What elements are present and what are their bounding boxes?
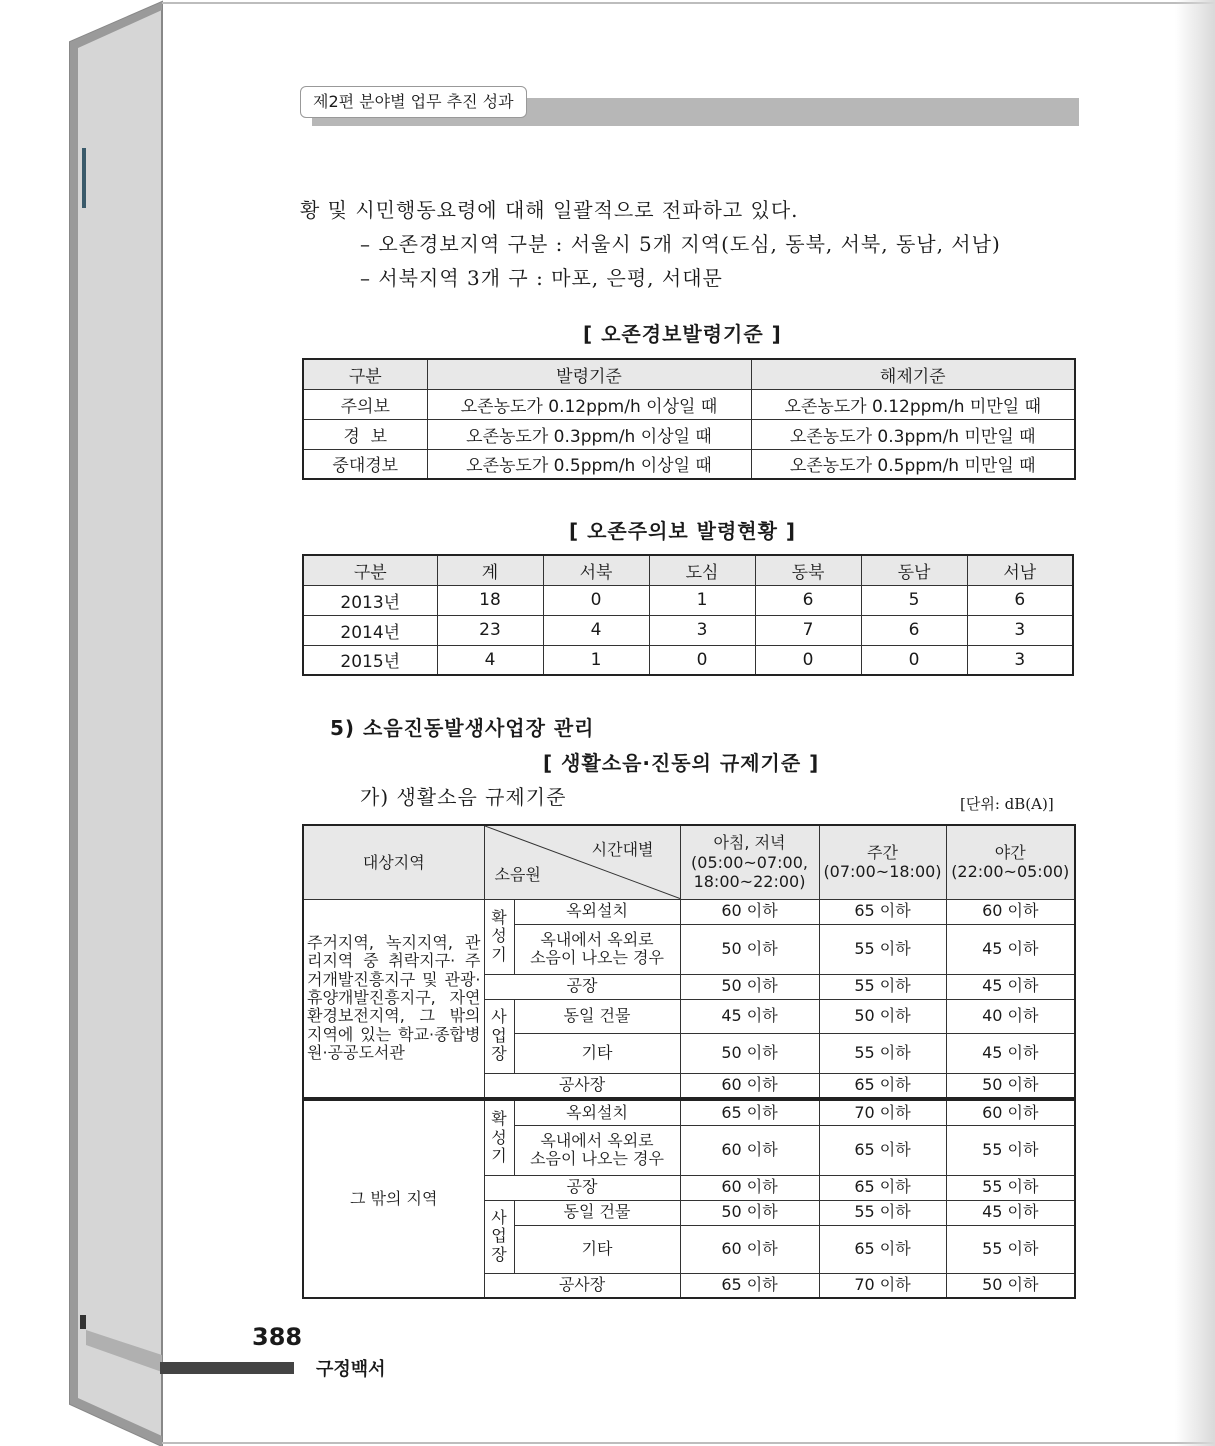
group-char: 업: [491, 1025, 507, 1045]
noise-regulation-table-area2: [302, 1099, 1076, 1299]
value-cell: 65 이하: [819, 1073, 946, 1098]
value-cell: 60 이하: [680, 1175, 819, 1200]
value-cell: 60 이하: [946, 899, 1075, 924]
group-speaker: [484, 899, 514, 974]
value-cell: 45 이하: [946, 1033, 1075, 1073]
value-cell: 65 이하: [680, 1100, 819, 1125]
group-char: 기: [491, 944, 507, 964]
value-cell: 55 이하: [819, 974, 946, 999]
table2-cell: 18: [437, 585, 543, 615]
table2-cell: 0: [543, 585, 649, 615]
value-cell: 50 이하: [946, 1073, 1075, 1098]
value-cell: 65 이하: [819, 1175, 946, 1200]
unit-label: [단위: dB(A)]: [960, 795, 1054, 813]
intro-line-1: 황 및 시민행동요령에 대해 일괄적으로 전파하고 있다.: [300, 198, 799, 222]
value-cell: 45 이하: [680, 999, 819, 1033]
table1-caption: [ 오존경보발령기준 ]: [583, 322, 782, 346]
table1-cell: 오존농도가 0.5ppm/h 이상일 때: [427, 449, 751, 479]
table1-cell: 오존농도가 0.3ppm/h 미만일 때: [751, 419, 1075, 449]
area2-label: 그 밖의 지역: [303, 1100, 484, 1298]
header-nighttime: [946, 825, 1075, 899]
value-cell: 50 이하: [680, 1200, 819, 1225]
ozone-advisory-status-table: [302, 554, 1074, 676]
source-same-building: 동일 건물: [514, 999, 680, 1033]
page-number: 388: [252, 1323, 303, 1351]
value-cell: 50 이하: [680, 924, 819, 974]
table1-header: 발령기준: [427, 359, 751, 389]
footer-bar: [160, 1362, 294, 1374]
table2-header: 도심: [649, 555, 755, 585]
value-cell: 65 이하: [819, 899, 946, 924]
book-spine: [0, 0, 170, 1446]
group-char: 확: [491, 1109, 507, 1129]
group-char: 업: [491, 1226, 507, 1246]
table3-subtitle: 가) 생활소음 규제기준: [360, 785, 567, 809]
source-other: 기타: [514, 1225, 680, 1273]
table2-header: 계: [437, 555, 543, 585]
header-morning-line: 아침, 저녁: [713, 833, 786, 853]
source-other: 기타: [514, 1033, 680, 1073]
table2-cell: 6: [755, 585, 861, 615]
value-cell: 55 이하: [819, 1033, 946, 1073]
page-shadow: [1175, 0, 1215, 1446]
header-morning-evening: [680, 825, 819, 899]
header-night-line: 야간: [994, 843, 1026, 863]
group-speaker: [484, 1100, 514, 1175]
group-char: 장: [491, 1044, 507, 1064]
value-cell: 60 이하: [680, 1225, 819, 1273]
group-char: 확: [491, 907, 507, 927]
table2-cell: 6: [967, 585, 1073, 615]
group-business: [484, 999, 514, 1073]
table1-cell: 오존농도가 0.5ppm/h 미만일 때: [751, 449, 1075, 479]
table2-caption: [ 오존주의보 발령현황 ]: [569, 519, 797, 543]
header-morning-line: (05:00~07:00,: [691, 852, 808, 872]
value-cell: 45 이하: [946, 1200, 1075, 1225]
table2-cell: 2015년: [303, 645, 437, 675]
group-char: 성: [491, 926, 507, 946]
source-outdoor: 옥외설치: [514, 1100, 680, 1125]
value-cell: 70 이하: [819, 1273, 946, 1298]
group-char: 사: [491, 1007, 507, 1027]
value-cell: 60 이하: [946, 1100, 1075, 1125]
table2-cell: 0: [755, 645, 861, 675]
value-cell: 55 이하: [819, 924, 946, 974]
header-day-line: (07:00~18:00): [823, 862, 942, 882]
value-cell: 50 이하: [819, 999, 946, 1033]
table1-cell: 경 보: [303, 419, 427, 449]
value-cell: 60 이하: [680, 1125, 819, 1175]
table2-cell: 4: [543, 615, 649, 645]
table2-cell: 0: [861, 645, 967, 675]
table2-cell: 3: [967, 645, 1073, 675]
source-indoor-line: 소음이 나오는 경우: [530, 948, 664, 967]
page-edge-top: [162, 2, 1215, 4]
table2-header: 구분: [303, 555, 437, 585]
group-business: [484, 1200, 514, 1273]
table2-header: 동남: [861, 555, 967, 585]
table1-header: 해제기준: [751, 359, 1075, 389]
book-title: 구정백서: [316, 1359, 386, 1380]
source-same-building: 동일 건물: [514, 1200, 680, 1225]
table2-cell: 2013년: [303, 585, 437, 615]
ozone-alert-criteria-table: [302, 358, 1076, 480]
table1-header: 구분: [303, 359, 427, 389]
noise-regulation-table: [302, 824, 1076, 1099]
value-cell: 50 이하: [680, 1033, 819, 1073]
value-cell: 60 이하: [680, 1073, 819, 1098]
group-char: 장: [491, 1244, 507, 1264]
table2-cell: 6: [861, 615, 967, 645]
diagonal-divider: [485, 826, 680, 899]
value-cell: 55 이하: [946, 1125, 1075, 1175]
table2-cell: 2014년: [303, 615, 437, 645]
source-indoor-line: 옥내에서 옥외로: [540, 929, 654, 949]
table3-caption: [ 생활소음·진동의 규제기준 ]: [543, 751, 820, 775]
header-daytime: [819, 825, 946, 899]
value-cell: 50 이하: [946, 1273, 1075, 1298]
group-char: 사: [491, 1207, 507, 1227]
value-cell: 55 이하: [946, 1225, 1075, 1273]
chapter-header-tab: 제2편 분야별 업무 추진 성과: [300, 86, 527, 118]
group-char: 기: [491, 1145, 507, 1165]
source-construction: 공사장: [484, 1273, 680, 1298]
table1-cell: 중대경보: [303, 449, 427, 479]
page-edge-bottom: [162, 1442, 1215, 1444]
header-day-line: 주간: [867, 843, 898, 863]
table1-cell: 오존농도가 0.3ppm/h 이상일 때: [427, 419, 751, 449]
header-night-line: (22:00~05:00): [951, 862, 1070, 882]
table2-cell: 7: [755, 615, 861, 645]
value-cell: 65 이하: [819, 1225, 946, 1273]
header-morning-line: 18:00~22:00): [693, 871, 806, 891]
source-outdoor: 옥외설치: [514, 899, 680, 924]
value-cell: 45 이하: [946, 974, 1075, 999]
table2-header: 서남: [967, 555, 1073, 585]
value-cell: 60 이하: [680, 899, 819, 924]
value-cell: 55 이하: [819, 1200, 946, 1225]
value-cell: 45 이하: [946, 924, 1075, 974]
value-cell: 40 이하: [946, 999, 1075, 1033]
source-indoor: [514, 1125, 680, 1175]
source-factory: 공장: [484, 974, 680, 999]
header-source: 소음원: [494, 865, 541, 885]
group-char: 성: [491, 1127, 507, 1147]
header-target-area: 대상지역: [303, 825, 484, 899]
value-cell: 50 이하: [680, 974, 819, 999]
table2-cell: 23: [437, 615, 543, 645]
table2-cell: 4: [437, 645, 543, 675]
table2-header: 동북: [755, 555, 861, 585]
source-indoor-line: 옥내에서 옥외로: [540, 1130, 654, 1150]
source-construction: 공사장: [484, 1073, 680, 1098]
table1-cell: 주의보: [303, 389, 427, 419]
value-cell: 65 이하: [819, 1125, 946, 1175]
area1-label: 주거지역, 녹지지역, 관리지역 중 취락지구· 주거개발진흥지구 및 관광·휴양개발진흥지구, 자연환경보전지역, 그 밖의 지역에 있는 학교·종합병원·공공도서관: [303, 899, 484, 1098]
table2-cell: 5: [861, 585, 967, 615]
table2-cell: 3: [967, 615, 1073, 645]
table1-cell: 오존농도가 0.12ppm/h 미만일 때: [751, 389, 1075, 419]
table1-cell: 오존농도가 0.12ppm/h 이상일 때: [427, 389, 751, 419]
table2-cell: 1: [543, 645, 649, 675]
source-factory: 공장: [484, 1175, 680, 1200]
source-indoor-line: 소음이 나오는 경우: [530, 1149, 664, 1168]
intro-line-2: – 오존경보지역 구분 : 서울시 5개 지역(도심, 동북, 서북, 동남, 서남): [360, 232, 1001, 256]
header-time-source: [484, 825, 680, 899]
value-cell: 65 이하: [680, 1273, 819, 1298]
value-cell: 70 이하: [819, 1100, 946, 1125]
source-indoor: [514, 924, 680, 974]
table2-cell: 0: [649, 645, 755, 675]
table2-header: 서북: [543, 555, 649, 585]
value-cell: 55 이하: [946, 1175, 1075, 1200]
table2-cell: 3: [649, 615, 755, 645]
table2-cell: 1: [649, 585, 755, 615]
intro-line-3: – 서북지역 3개 구 : 마포, 은평, 서대문: [360, 266, 723, 290]
section-title: 5) 소음진동발생사업장 관리: [330, 716, 595, 740]
header-time: 시간대별: [591, 840, 654, 859]
